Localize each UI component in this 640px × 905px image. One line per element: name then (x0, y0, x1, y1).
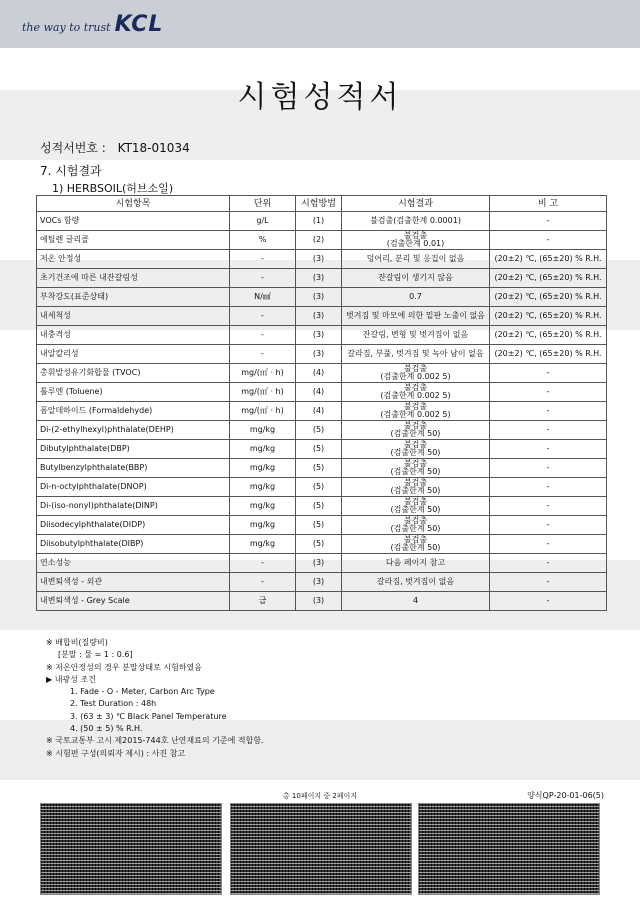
cell-item: 초기건조에 따른 내잔갈림성 (37, 269, 230, 288)
cell-note: (20±2) ℃, (65±20) % R.H. (490, 326, 607, 345)
kcl-logo (22, 12, 163, 37)
table-row (37, 440, 607, 459)
cell-unit: mg/kg (230, 516, 296, 535)
cell-method: (1) (296, 212, 342, 231)
cell-method: (4) (296, 364, 342, 383)
cell-note: - (490, 364, 607, 383)
cell-note: - (490, 554, 607, 573)
cell-item: 내충격성 (37, 326, 230, 345)
cell-unit: - (230, 554, 296, 573)
table-row (37, 592, 607, 611)
cell-method: (5) (296, 478, 342, 497)
cell-unit: mg/(㎡ · h) (230, 364, 296, 383)
cell-note: (20±2) ℃, (65±20) % R.H. (490, 269, 607, 288)
table-row (37, 383, 607, 402)
cell-note: - (490, 440, 607, 459)
cell-result: 불검출 (검출한계 0.01) (342, 231, 490, 250)
cell-item: 연소성능 (37, 554, 230, 573)
notes-block (46, 637, 264, 760)
cell-note: - (490, 421, 607, 440)
note-line: 4. (50 ± 5) % R.H. (70, 724, 143, 734)
cell-result: 불검출 (검출한계 50) (342, 497, 490, 516)
cell-method: (3) (296, 592, 342, 611)
cell-unit: mg/kg (230, 478, 296, 497)
cell-item: 내알칼리성 (37, 345, 230, 364)
cell-unit: - (230, 250, 296, 269)
cell-unit: - (230, 573, 296, 592)
cell-result: 불검출 (검출한계 0.002 5) (342, 364, 490, 383)
cell-item: 내변퇴색성 - Grey Scale (37, 592, 230, 611)
cell-method: (3) (296, 307, 342, 326)
section-heading: 7. 시험결과 (40, 164, 102, 178)
cell-item: Diisodecylphthalate(DIDP) (37, 516, 230, 535)
cell-note: - (490, 573, 607, 592)
cell-unit: - (230, 269, 296, 288)
cell-note: - (490, 402, 607, 421)
cell-result: 0.7 (342, 288, 490, 307)
cell-note: (20±2) ℃, (65±20) % R.H. (490, 345, 607, 364)
cell-method: (3) (296, 573, 342, 592)
cell-note: - (490, 459, 607, 478)
cell-result: 불검출 (검출한계 50) (342, 535, 490, 554)
table-row (37, 231, 607, 250)
cell-item: 에틸렌 글리콜 (37, 231, 230, 250)
cell-unit: 급 (230, 592, 296, 611)
table-row (37, 535, 607, 554)
cell-method: (5) (296, 497, 342, 516)
cell-item: 부착강도(표준상태) (37, 288, 230, 307)
header-unit: 단위 (230, 196, 296, 212)
cell-unit: mg/(㎡ · h) (230, 383, 296, 402)
cell-item: Di-n-octylphthalate(DNOP) (37, 478, 230, 497)
cell-result: 불검출 (검출한계 50) (342, 478, 490, 497)
table-row (37, 345, 607, 364)
cell-note: - (490, 516, 607, 535)
cell-item: 내세척성 (37, 307, 230, 326)
cell-item: Di-(iso-nonyl)phthalate(DINP) (37, 497, 230, 516)
cell-method: (3) (296, 250, 342, 269)
cert-label: 성적서번호 : (40, 141, 106, 155)
security-barcode (40, 803, 222, 895)
cell-item: Butylbenzylphthalate(BBP) (37, 459, 230, 478)
cell-note: - (490, 497, 607, 516)
cell-result: 잔갈림, 변형 및 벗겨짐이 없음 (342, 326, 490, 345)
cell-unit: N/㎟ (230, 288, 296, 307)
table-row (37, 288, 607, 307)
security-barcode (418, 803, 600, 895)
cell-item: 폼알데하이드 (Formaldehyde) (37, 402, 230, 421)
cell-unit: mg/kg (230, 421, 296, 440)
cell-method: (5) (296, 459, 342, 478)
results-table (36, 195, 607, 611)
cell-item: 저온 안정성 (37, 250, 230, 269)
logo-brand: KCL (114, 12, 164, 37)
cell-item: Di-(2-ethylhexyl)phthalate(DEHP) (37, 421, 230, 440)
table-row (37, 250, 607, 269)
table-row (37, 554, 607, 573)
table-row (37, 573, 607, 592)
note-line: 2. Test Duration : 48h (70, 699, 157, 709)
cell-result: 불검출 (검출한계 50) (342, 459, 490, 478)
table-row (37, 326, 607, 345)
header-result: 시험결과 (342, 196, 490, 212)
cell-result: 4 (342, 592, 490, 611)
cell-result: 불검출 (검출한계 0.002 5) (342, 383, 490, 402)
cell-note: - (490, 212, 607, 231)
cell-item: Diisobutylphthalate(DIBP) (37, 535, 230, 554)
cell-result: 다음 페이지 참고 (342, 554, 490, 573)
table-row (37, 497, 607, 516)
cell-item: 톨루엔 (Toluene) (37, 383, 230, 402)
cell-method: (5) (296, 516, 342, 535)
cell-note: - (490, 383, 607, 402)
cell-unit: mg/kg (230, 497, 296, 516)
header-item: 시험항목 (37, 196, 230, 212)
cell-method: (3) (296, 288, 342, 307)
cell-method: (5) (296, 421, 342, 440)
cell-unit: mg/kg (230, 535, 296, 554)
form-number: 양식QP-20-01-06(5) (527, 791, 604, 800)
cell-method: (3) (296, 554, 342, 573)
certificate-number (40, 139, 190, 156)
note-line: [분말 : 물 = 1 : 0.6] (58, 650, 133, 660)
header-note: 비 고 (490, 196, 607, 212)
cell-item: VOCs 함량 (37, 212, 230, 231)
cell-note: - (490, 592, 607, 611)
cell-result: 갈라짐, 벗겨짐이 없음 (342, 573, 490, 592)
cell-unit: mg/(㎡ · h) (230, 402, 296, 421)
page-indicator: 총 10페이지 중 2페이지 (282, 792, 358, 800)
cell-result: 불검출 (검출한계 50) (342, 440, 490, 459)
table-row (37, 516, 607, 535)
cell-note: - (490, 478, 607, 497)
note-line: ▶ 내광성 조건 (46, 674, 96, 684)
cell-unit: % (230, 231, 296, 250)
cell-unit: - (230, 307, 296, 326)
cell-result: 불검출 (검출한계 50) (342, 516, 490, 535)
table-header-row (37, 196, 607, 212)
cell-result: 잔갈림이 생기지 않음 (342, 269, 490, 288)
cell-method: (3) (296, 345, 342, 364)
security-barcode (230, 803, 412, 895)
cell-result: 갈라짐, 부풀, 벗겨짐 및 녹아 남이 없음 (342, 345, 490, 364)
cell-unit: - (230, 345, 296, 364)
table-row (37, 478, 607, 497)
cell-note: (20±2) ℃, (65±20) % R.H. (490, 307, 607, 326)
table-row (37, 307, 607, 326)
cell-method: (5) (296, 535, 342, 554)
note-line: 3. (63 ± 3) ℃ Black Panel Temperature (70, 711, 227, 721)
cell-note: - (490, 231, 607, 250)
note-line: ※ 시험편 구성(의뢰자 제시) : 사진 참고 (46, 748, 186, 758)
cert-value: KT18-01034 (117, 141, 190, 155)
cell-item: Dibutylphthalate(DBP) (37, 440, 230, 459)
cell-result: 불검출 (검출한계 50) (342, 421, 490, 440)
table-row (37, 364, 607, 383)
cell-unit: mg/kg (230, 440, 296, 459)
cell-method: (2) (296, 231, 342, 250)
note-line: 1. Fade - O - Meter, Carbon Arc Type (70, 687, 215, 697)
cell-unit: mg/kg (230, 459, 296, 478)
cell-result: 불검출(검출한계 0.0001) (342, 212, 490, 231)
header-method: 시험방법 (296, 196, 342, 212)
cell-note: - (490, 535, 607, 554)
logo-slogan: the way to trust (22, 21, 111, 34)
subsection-heading: 1) HERBSOIL(허브소일) (52, 182, 174, 195)
note-line: ※ 배합비(질량비) (46, 638, 108, 647)
cell-method: (4) (296, 402, 342, 421)
cell-result: 벗겨짐 및 마모에 의한 밑판 노출이 없음 (342, 307, 490, 326)
table-row (37, 421, 607, 440)
cell-note: (20±2) ℃, (65±20) % R.H. (490, 250, 607, 269)
cell-method: (4) (296, 383, 342, 402)
table-row (37, 212, 607, 231)
cell-method: (5) (296, 440, 342, 459)
cell-item: 총휘발성유기화합물 (TVOC) (37, 364, 230, 383)
note-line: ※ 국토교통부 고시 제2015-744호 난연재료의 기준에 적합함. (46, 736, 264, 746)
table-row (37, 459, 607, 478)
cell-unit: g/L (230, 212, 296, 231)
document-title: 시험성적서 (237, 80, 403, 115)
cell-method: (3) (296, 269, 342, 288)
cell-result: 덩어리, 분리 및 응집이 없음 (342, 250, 490, 269)
table-row (37, 269, 607, 288)
cell-unit: - (230, 326, 296, 345)
cell-item: 내변퇴색성 - 외관 (37, 573, 230, 592)
cell-method: (3) (296, 326, 342, 345)
note-line: ※ 저온안정성의 경우 분말상태로 시험하였음 (46, 662, 202, 672)
cell-note: (20±2) ℃, (65±20) % R.H. (490, 288, 607, 307)
cell-result: 불검출 (검출한계 0.002 5) (342, 402, 490, 421)
table-row (37, 402, 607, 421)
